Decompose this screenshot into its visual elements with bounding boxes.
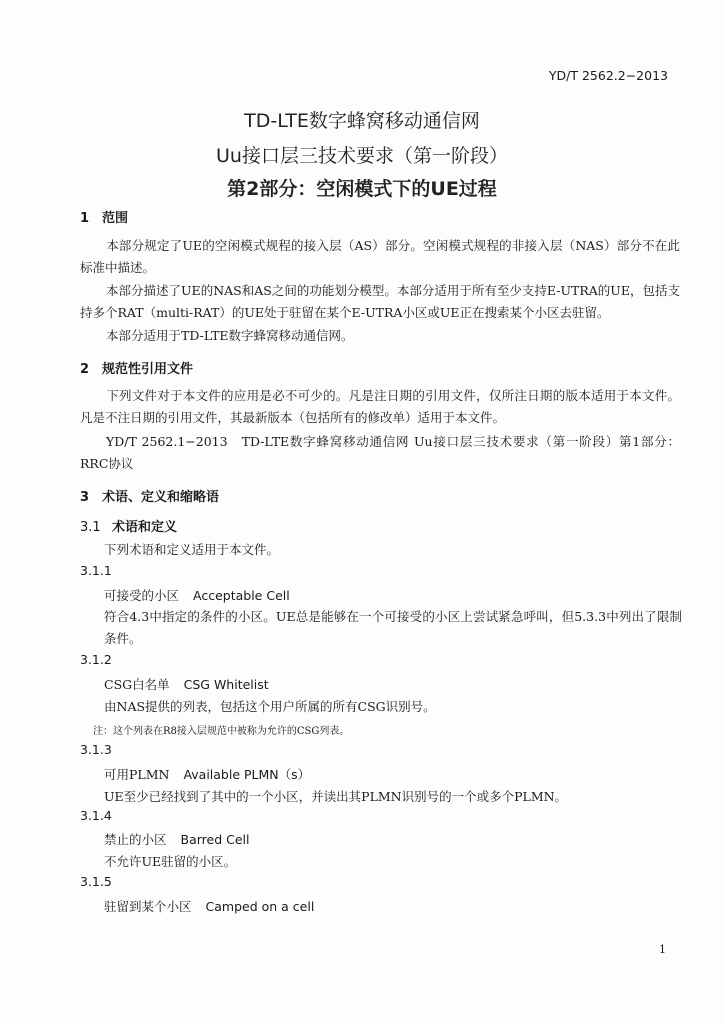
term-en: Barred Cell bbox=[180, 832, 250, 847]
s1-paragraph-3 bbox=[80, 325, 680, 347]
page-number: 1 bbox=[659, 943, 666, 956]
title-line-3: 第2部分：空闲模式下的UE过程 bbox=[227, 178, 497, 200]
section-number: 3 bbox=[80, 490, 90, 505]
term-number: 3.1.3 bbox=[80, 742, 112, 757]
term-cn: 可用PLMN bbox=[104, 767, 170, 782]
section-2-heading bbox=[80, 358, 193, 377]
term-camped-on-a-cell bbox=[104, 897, 314, 915]
term-cn: 驻留到某个小区 bbox=[104, 899, 192, 914]
section-title: 术语、定义和缩略语 bbox=[102, 490, 220, 505]
paragraph-text: 本部分规定了UE的空闲模式规程的接入层（AS）部分。空闲模式规程的非接入层（NAS）部分不在此标准中描述。 bbox=[80, 238, 680, 275]
term-definition: 由NAS提供的列表，包括这个用户所属的所有CSG识别号。 bbox=[104, 699, 436, 714]
term-en: Camped on a cell bbox=[205, 899, 315, 914]
section-1-heading bbox=[80, 207, 128, 226]
term-en: Acceptable Cell bbox=[193, 588, 290, 603]
term-number: 3.1.2 bbox=[80, 652, 112, 667]
section-3-1-heading bbox=[80, 516, 177, 535]
term-number: 3.1.5 bbox=[80, 874, 112, 889]
section-number: 3.1 bbox=[80, 520, 101, 535]
s1-paragraph-2 bbox=[80, 280, 680, 324]
section-3-heading bbox=[80, 486, 219, 505]
section-title: 范围 bbox=[102, 211, 129, 226]
section-title: 术语和定义 bbox=[112, 520, 178, 535]
s31-intro: 下列术语和定义适用于本文件。 bbox=[104, 542, 280, 557]
section-number: 1 bbox=[80, 211, 90, 226]
term-number: 3.1.1 bbox=[80, 563, 112, 578]
section-number: 2 bbox=[80, 362, 90, 377]
term-number: 3.1.4 bbox=[80, 808, 112, 823]
term-csg-whitelist bbox=[104, 675, 269, 693]
s2-paragraph-1 bbox=[80, 385, 680, 429]
term-barred-cell bbox=[104, 830, 250, 848]
s1-paragraph-1 bbox=[80, 235, 680, 279]
term-en: Available PLMN（s） bbox=[183, 767, 311, 782]
paragraph-text: 本部分描述了UE的NAS和AS之间的功能划分模型。本部分适用于所有至少支持E-UTRA的UE，包括支持多个RAT（multi-RAT）的UE处于驻留在某个E-UTRA小区或UE正在搜索某个小区去驻留。 bbox=[80, 283, 680, 320]
term-definition: UE至少已经找到了其中的一个小区，并读出其PLMN识别号的一个或多个PLMN。 bbox=[104, 789, 568, 804]
term-available-plmn bbox=[104, 765, 310, 783]
term-definition: 不允许UE驻留的小区。 bbox=[104, 854, 237, 869]
term-note: 注：这个列表在R8接入层规范中被称为允许的CSG列表。 bbox=[93, 726, 350, 737]
section-title: 规范性引用文件 bbox=[102, 362, 194, 377]
term-cn: CSG白名单 bbox=[104, 677, 170, 692]
term-acceptable-cell bbox=[104, 586, 290, 604]
term-cn: 可接受的小区 bbox=[104, 588, 180, 603]
paragraph-text: 本部分适用于TD-LTE数字蜂窝移动通信网。 bbox=[106, 328, 354, 343]
paragraph-text: 下列文件对于本文件的应用是必不可少的。凡是注日期的引用文件，仅所注日期的版本适用于本文件。凡是不注日期的引用文件，其最新版本（包括所有的修改单）适用于本文件。 bbox=[80, 388, 680, 425]
term-en: CSG Whitelist bbox=[183, 677, 269, 692]
title-line-1: TD-LTE数字蜂窝移动通信网 bbox=[244, 110, 480, 132]
term-cn: 禁止的小区 bbox=[104, 832, 167, 847]
term-definition: 符合4.3中指定的条件的小区。UE总是能够在一个可接受的小区上尝试紧急呼叫，但5.3.3中列出了限制条件。 bbox=[104, 609, 682, 646]
title-line-2: Uu接口层三技术要求（第一阶段） bbox=[216, 145, 508, 167]
reference-text: YD/T 2562.1−2013 TD-LTE数字蜂窝移动通信网 Uu接口层三技术要求（第一阶段）第1部分：RRC协议 bbox=[80, 434, 680, 471]
s2-reference bbox=[80, 431, 680, 475]
standard-number: YD/T 2562.2−2013 bbox=[548, 68, 668, 83]
